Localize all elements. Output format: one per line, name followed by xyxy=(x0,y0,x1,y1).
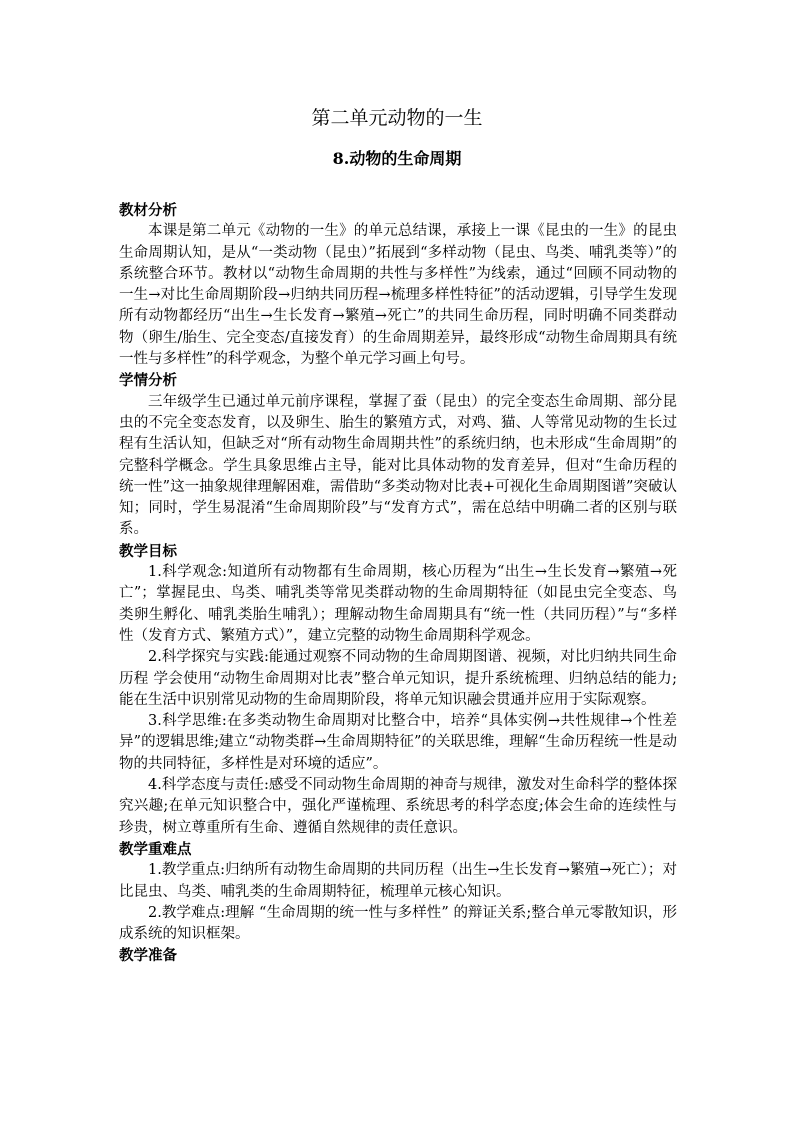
paragraph: 三年级学生已通过单元前序课程，掌握了蚕（昆虫）的完全变态生命周期、部分昆虫的不完全变态发育，以及卵生、胎生的繁殖方式，对鸡、猫、人等常见动物的生长过程有生活认知，但缺乏对“所有动物生命周期共性”的系统归纳，也未形成“生命周期”的完整科学概念。学生具象思维占主导，能对比具体动物的发育差异，但对“生命历程的统一性”这一抽象规律理解困难，需借助“多类动物对比表+可视化生命周期图谱”突破认知；同时，学生易混淆“生命周期阶段”与“发育方式”，需在总结中明确二者的区别与联系。 xyxy=(119,393,677,538)
section-key-difficulties xyxy=(119,839,677,945)
section-textbook-analysis xyxy=(119,200,677,370)
section-teaching-goals xyxy=(119,541,677,839)
paragraph: 本课是第二单元《动物的一生》的单元总结课，承接上一课《昆虫的一生》的昆虫生命周期认知，是从“一类动物（昆虫）”拓展到“多样动物（昆虫、鸟类、哺乳类等）”的系统整合环节。教材以“动物生命周期的共性与多样性”为线索，通过“回顾不同动物的一生→对比生命周期阶段→归纳共同历程→梳理多样性特征”的活动逻辑，引导学生发现所有动物都经历“出生→生长发育→繁殖→死亡”的共同生命历程，同时明确不同类群动物（卵生/胎生、完全变态/直接发育）的生命周期差异，最终形成“动物生命周期具有统一性与多样性”的科学观念，为整个单元学习画上句号。 xyxy=(119,223,677,368)
section-heading: 教学目标 xyxy=(119,542,177,560)
page-title: 第二单元动物的一生 xyxy=(311,107,483,129)
section-student-analysis xyxy=(119,370,677,540)
paragraph: 4.科学态度与责任:感受不同动物生命周期的神奇与规律，激发对生命科学的整体探究兴趣;在单元知识整合中，强化严谨梳理、系统思考的科学态度;体会生命的连续性与珍贵，树立尊重所有生命、遵循自然规律的责任意识。 xyxy=(119,777,677,836)
section-heading: 教学准备 xyxy=(119,947,177,965)
paragraph: 1.科学观念:知道所有动物都有生命周期，核心历程为“出生→生长发育→繁殖→死亡”；掌握昆虫、鸟类、哺乳类等常见类群动物的生命周期特征（如昆虫完全变态、鸟类卵生孵化、哺乳类胎生哺乳）；理解动物生命周期具有“统一性（共同历程）”与“多样性（发育方式、繁殖方式）”，建立完整的动物生命周期科学观念。 xyxy=(119,564,677,644)
lesson-title: 8.动物的生命周期 xyxy=(332,149,462,168)
document-body xyxy=(119,200,677,967)
paragraph: 1.教学重点:归纳所有动物生命周期的共同历程（出生→生长发育→繁殖→死亡）；对比昆虫、鸟类、哺乳类的生命周期特征，梳理单元核心知识。 xyxy=(119,862,677,900)
section-teaching-preparation xyxy=(119,945,677,966)
section-heading: 教材分析 xyxy=(119,202,177,219)
section-heading: 学情分析 xyxy=(119,372,177,390)
paragraph: 2.科学探究与实践:能通过观察不同动物的生命周期图谱、视频，对比归纳共同生命历程 学会使用“动物生命周期对比表”整合单元知识，提升系统梳理、归纳总结的能力;能在生活中识别常见动物的生命周期阶段，将单元知识融会贯通并应用于实际观察。 xyxy=(119,649,677,708)
paragraph: 2.教学难点:理解 “生命周期的统一性与多样性” 的辩证关系;整合单元零散知识，形成系统的知识框架。 xyxy=(119,904,677,943)
section-heading: 教学重难点 xyxy=(119,840,192,858)
paragraph: 3.科学思维:在多类动物生命周期对比整合中，培养“具体实例→共性规律→个性差异”的逻辑思维;建立“动物类群→生命周期特征”的关联思维，理解“生命历程统一性是动物的共同特征，多样性是对环境的适应”。 xyxy=(119,713,677,772)
